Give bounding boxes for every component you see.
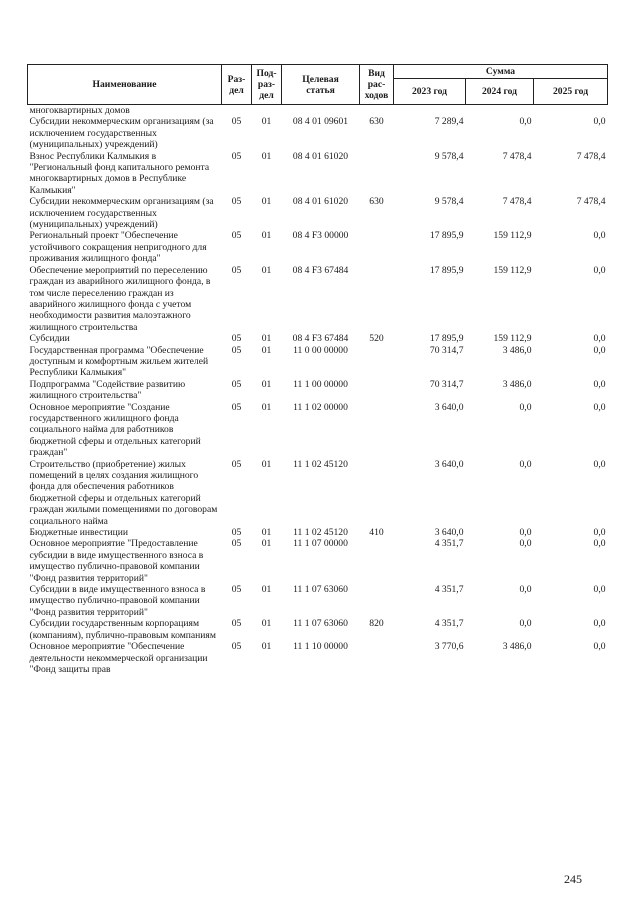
row-podrazdel: 01 — [261, 618, 272, 630]
header-razdel: Раз- дел — [222, 65, 252, 105]
row-sum-2025: 0,0 — [593, 618, 606, 630]
row-sum-2025: 0,0 — [593, 401, 606, 413]
row-sum-2023: 4 351,7 — [434, 538, 464, 550]
row-name: Подпрограмма "Содействие развитию жилищного строительства" — [29, 378, 186, 402]
row-sum-2025: 0,0 — [593, 584, 606, 596]
row-podrazdel: 01 — [261, 116, 272, 128]
row-razdel — [222, 105, 252, 117]
row-expense-type — [360, 265, 394, 333]
row-name: Взнос Республики Калмыкия в "Региональный фонд капитального ремонта многоквартирных домов в Республике Калмыкия" — [29, 150, 210, 196]
table-row — [28, 641, 608, 675]
table-row — [28, 105, 608, 117]
row-sum-2023: 4 351,7 — [434, 618, 464, 630]
row-sum-2024: 0,0 — [519, 527, 532, 539]
row-expense-type: 520 — [369, 333, 384, 345]
row-target-article: 08 4 01 09601 — [292, 116, 349, 128]
row-name: Основное мероприятие "Обеспечение деятельности некоммерческой организации "Фонд защиты прав — [29, 641, 208, 675]
row-sum-2024: 0,0 — [519, 116, 532, 128]
table-row — [28, 151, 608, 197]
header-name: Наименование — [28, 65, 222, 105]
row-sum-2023: 3 640,0 — [434, 527, 464, 539]
row-sum-2025: 7 478,4 — [576, 196, 606, 208]
header-podrazdel: Под- раз- дел — [252, 65, 282, 105]
row-razdel: 05 — [231, 378, 242, 390]
row-sum-2023: 3 640,0 — [434, 401, 464, 413]
row-razdel: 05 — [231, 527, 242, 539]
row-expense-type — [360, 641, 394, 675]
row-razdel: 05 — [231, 264, 242, 276]
row-podrazdel: 01 — [261, 378, 272, 390]
row-name: Субсидии в виде имущественного взноса в имущество публично-правовой компании "Фонд развития территорий" — [29, 584, 206, 618]
row-podrazdel: 01 — [261, 344, 272, 356]
row-name: Субсидии некоммерческим организациям (за исключением государственных (муниципальных) учреждений) — [29, 116, 214, 151]
row-target-article: 08 4 F3 67484 — [292, 264, 349, 276]
row-sum-2023: 70 314,7 — [429, 344, 464, 356]
table-row — [28, 196, 608, 230]
row-expense-type — [360, 105, 394, 117]
table-row — [28, 116, 608, 150]
row-sum-2024 — [466, 105, 534, 117]
row-sum-2024: 7 478,4 — [502, 196, 532, 208]
budget-table — [27, 64, 608, 675]
row-sum-2024: 0,0 — [519, 618, 532, 630]
row-expense-type — [360, 459, 394, 527]
row-podrazdel: 01 — [261, 230, 272, 242]
row-razdel: 05 — [231, 333, 242, 345]
header-target-article: Целевая статья — [282, 65, 360, 105]
table-row — [28, 538, 608, 584]
row-sum-2023: 17 895,9 — [429, 230, 464, 242]
row-target-article: 11 0 00 00000 — [293, 344, 348, 356]
table-row — [28, 345, 608, 379]
row-sum-2025: 0,0 — [593, 230, 606, 242]
row-podrazdel: 01 — [261, 538, 272, 550]
row-podrazdel: 01 — [261, 264, 272, 276]
table-body — [28, 105, 608, 676]
row-expense-type — [360, 584, 394, 618]
row-razdel: 05 — [231, 538, 242, 550]
row-name: Субсидии государственным корпорациям (компаниям), публично-правовым компаниям — [29, 618, 216, 641]
row-sum-2025: 0,0 — [593, 333, 606, 345]
row-sum-2024: 0,0 — [519, 401, 532, 413]
row-sum-2024: 3 486,0 — [502, 344, 532, 356]
row-sum-2023: 70 314,7 — [429, 378, 464, 390]
row-razdel: 05 — [231, 344, 242, 356]
row-name: Строительство (приобретение) жилых помещений в целях создания жилищного фонда для обеспечения работников бюджетной сферы и отдельных категорий граждан жилыми помещениями по договорам социального найма — [29, 458, 218, 527]
table-row — [28, 618, 608, 641]
table-header — [28, 65, 608, 105]
table-row — [28, 584, 608, 618]
row-sum-2025: 0,0 — [593, 458, 606, 470]
row-target-article — [282, 105, 360, 117]
row-target-article: 08 4 01 61020 — [292, 150, 349, 162]
row-podrazdel: 01 — [261, 333, 272, 345]
header-expense-type: Вид рас- ходов — [360, 65, 394, 105]
row-expense-type: 410 — [369, 527, 384, 539]
row-name: Основное мероприятие "Создание государственного жилищного фонда социального найма для работников бюджетной сферы и отдельных категорий граждан" — [29, 401, 201, 459]
row-sum-2025: 0,0 — [593, 527, 606, 539]
row-sum-2025 — [534, 105, 608, 117]
row-sum-2025: 0,0 — [593, 538, 606, 550]
row-razdel: 05 — [231, 230, 242, 242]
row-target-article: 08 4 F3 00000 — [292, 230, 349, 242]
row-expense-type: 630 — [369, 196, 384, 208]
row-target-article: 11 1 10 00000 — [293, 641, 348, 653]
row-target-article: 11 1 07 63060 — [293, 584, 348, 596]
table-row — [28, 402, 608, 459]
row-sum-2024: 3 486,0 — [502, 641, 532, 653]
row-sum-2024: 159 112,9 — [493, 333, 532, 345]
row-sum-2025: 0,0 — [593, 116, 606, 128]
row-expense-type — [360, 379, 394, 402]
row-razdel: 05 — [231, 116, 242, 128]
row-razdel: 05 — [231, 196, 242, 208]
row-podrazdel — [252, 105, 282, 117]
row-sum-2025: 0,0 — [593, 641, 606, 653]
row-razdel: 05 — [231, 401, 242, 413]
row-razdel: 05 — [231, 584, 242, 596]
row-target-article: 11 1 02 45120 — [293, 527, 348, 539]
row-sum-2024: 0,0 — [519, 584, 532, 596]
row-sum-2024: 159 112,9 — [493, 264, 532, 276]
row-name: Бюджетные инвестиции — [29, 527, 128, 539]
row-podrazdel: 01 — [261, 150, 272, 162]
table-row — [28, 379, 608, 402]
row-expense-type: 820 — [369, 618, 384, 630]
row-sum-2023 — [394, 105, 466, 117]
row-sum-2023: 3 640,0 — [434, 458, 464, 470]
row-expense-type — [360, 402, 394, 459]
row-name: Обеспечение мероприятий по переселению граждан из аварийного жилищного фонда, в том числе переселению граждан из аварийного жилищного фонда с учетом необходимости развития малоэтажного жилищного строительства — [29, 264, 211, 333]
row-sum-2023: 17 895,9 — [429, 333, 464, 345]
header-sum: Сумма — [394, 65, 608, 79]
row-sum-2023: 7 289,4 — [434, 116, 464, 128]
header-year-2024: 2024 год — [466, 79, 534, 105]
row-podrazdel: 01 — [261, 584, 272, 596]
row-sum-2023: 17 895,9 — [429, 264, 464, 276]
row-sum-2024: 0,0 — [519, 538, 532, 550]
row-sum-2023: 3 770,6 — [434, 641, 464, 653]
row-sum-2023: 9 578,4 — [434, 196, 464, 208]
row-name: Государственная программа "Обеспечение доступным и комфортным жильем жителей Республики Калмыкия" — [29, 344, 209, 379]
row-podrazdel: 01 — [261, 196, 272, 208]
row-expense-type — [360, 230, 394, 264]
row-name: многоквартирных домов — [29, 105, 130, 116]
header-year-2023: 2023 год — [394, 79, 466, 105]
row-sum-2025: 7 478,4 — [576, 150, 606, 162]
row-razdel: 05 — [231, 150, 242, 162]
row-target-article: 11 1 02 45120 — [293, 458, 348, 470]
row-sum-2025: 0,0 — [593, 344, 606, 356]
header-year-2025: 2025 год — [534, 79, 608, 105]
row-sum-2024: 159 112,9 — [493, 230, 532, 242]
row-razdel: 05 — [231, 458, 242, 470]
table-row — [28, 230, 608, 264]
row-sum-2024: 3 486,0 — [502, 378, 532, 390]
row-target-article: 11 1 07 00000 — [293, 538, 348, 550]
table-row — [28, 527, 608, 538]
row-sum-2024: 7 478,4 — [502, 150, 532, 162]
row-sum-2023: 4 351,7 — [434, 584, 464, 596]
row-target-article: 11 1 07 63060 — [293, 618, 348, 630]
table-row — [28, 265, 608, 333]
row-target-article: 11 1 02 00000 — [293, 401, 348, 413]
row-expense-type — [360, 151, 394, 197]
row-name: Субсидии — [29, 333, 70, 345]
row-podrazdel: 01 — [261, 527, 272, 539]
row-target-article: 08 4 F3 67484 — [292, 333, 349, 345]
row-razdel: 05 — [231, 618, 242, 630]
row-expense-type — [360, 538, 394, 584]
row-podrazdel: 01 — [261, 401, 272, 413]
row-podrazdel: 01 — [261, 641, 272, 653]
row-sum-2023: 9 578,4 — [434, 150, 464, 162]
row-expense-type — [360, 345, 394, 379]
row-sum-2024: 0,0 — [519, 458, 532, 470]
row-razdel: 05 — [231, 641, 242, 653]
row-target-article: 08 4 01 61020 — [292, 196, 349, 208]
table-row — [28, 333, 608, 344]
table-row — [28, 459, 608, 527]
row-podrazdel: 01 — [261, 458, 272, 470]
row-sum-2025: 0,0 — [593, 264, 606, 276]
row-name: Региональный проект "Обеспечение устойчивого сокращения непригодного для проживания жилищного фонда" — [29, 230, 207, 265]
row-target-article: 11 1 00 00000 — [293, 378, 348, 390]
row-name: Субсидии некоммерческим организациям (за исключением государственных (муниципальных) учреждений) — [29, 196, 214, 231]
row-name: Основное мероприятие "Предоставление субсидии в виде имущественного взноса в имущество публично-правовой компании "Фонд развития территорий" — [29, 538, 204, 584]
row-sum-2025: 0,0 — [593, 378, 606, 390]
row-expense-type: 630 — [369, 116, 384, 128]
page-number: 245 — [564, 872, 582, 886]
